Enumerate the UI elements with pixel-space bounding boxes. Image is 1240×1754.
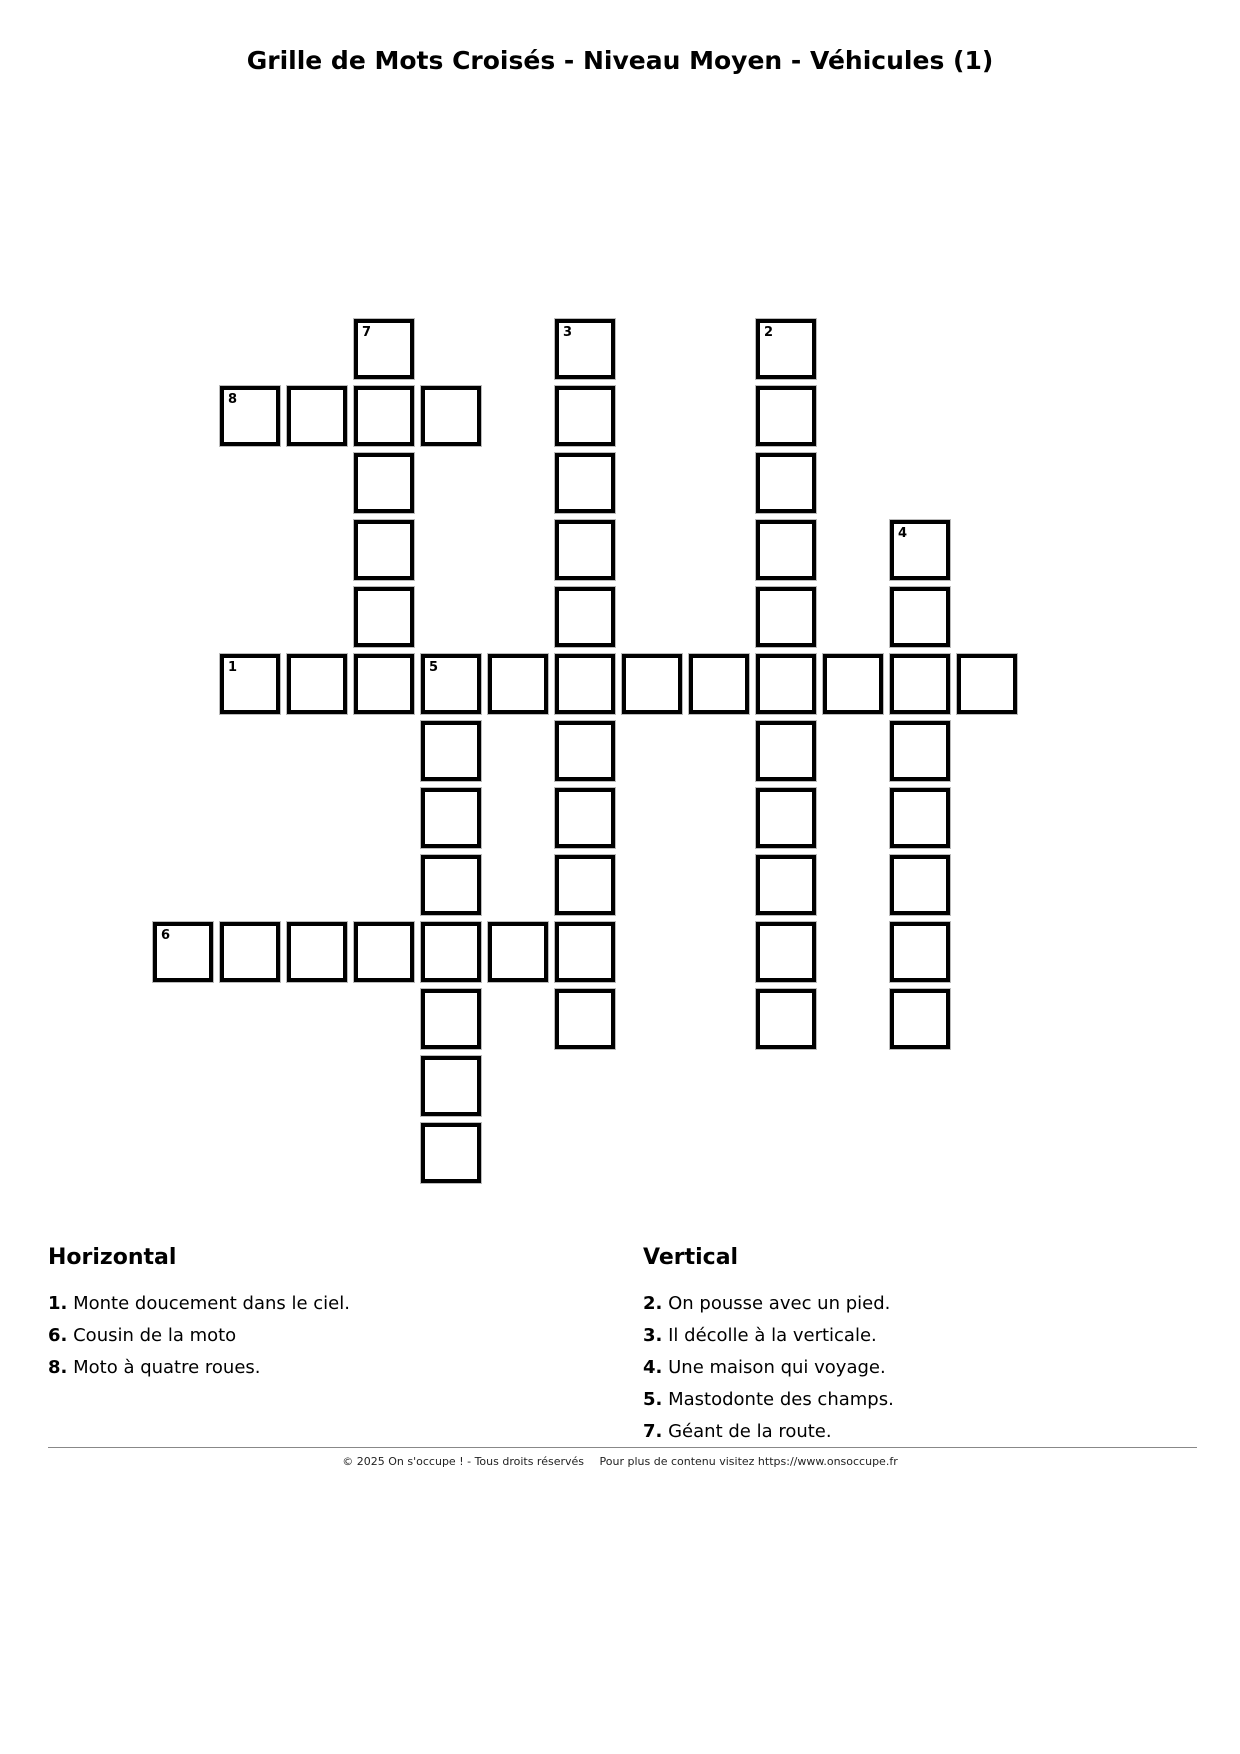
crossword-cell[interactable] — [756, 721, 816, 781]
crossword-cell[interactable] — [555, 855, 615, 915]
footer-copyright: © 2025 On s'occupe ! - Tous droits réservés — [342, 1455, 585, 1468]
crossword-cell[interactable] — [756, 453, 816, 513]
vertical-clues — [643, 1245, 894, 1448]
crossword-cell[interactable] — [555, 922, 615, 982]
crossword-cell[interactable] — [890, 587, 950, 647]
cell-number: 7 — [362, 325, 372, 340]
crossword-cell[interactable] — [421, 788, 481, 848]
crossword-cell[interactable] — [421, 922, 481, 982]
crossword-cell[interactable] — [957, 654, 1017, 714]
crossword-cell[interactable] — [756, 386, 816, 446]
crossword-cell[interactable] — [890, 654, 950, 714]
cell-number: 5 — [429, 660, 439, 675]
crossword-cell[interactable] — [354, 386, 414, 446]
crossword-cell[interactable] — [756, 922, 816, 982]
crossword-cell[interactable] — [220, 386, 280, 446]
crossword-cell[interactable] — [555, 654, 615, 714]
clue-vertical-3: 3. Il décolle à la verticale. — [643, 1325, 877, 1346]
crossword-cell[interactable] — [421, 654, 481, 714]
clue-vertical-7: 7. Géant de la route. — [643, 1421, 832, 1442]
crossword-cell[interactable] — [153, 922, 213, 982]
crossword-cell[interactable] — [354, 453, 414, 513]
cell-number: 4 — [898, 526, 908, 541]
crossword-cell[interactable] — [421, 989, 481, 1049]
crossword-cell[interactable] — [555, 453, 615, 513]
vertical-heading: Vertical — [643, 1245, 739, 1270]
crossword-cell[interactable] — [555, 587, 615, 647]
crossword-cell[interactable] — [756, 520, 816, 580]
clue-horizontal-8: 8. Moto à quatre roues. — [48, 1357, 261, 1378]
crossword-cell[interactable] — [890, 855, 950, 915]
page-title: Grille de Mots Croisés - Niveau Moyen - Véhicules (1) — [246, 46, 994, 75]
crossword-cell[interactable] — [555, 788, 615, 848]
crossword-cell[interactable] — [555, 319, 615, 379]
crossword-cell[interactable] — [354, 922, 414, 982]
crossword-cell[interactable] — [622, 654, 682, 714]
crossword-cell[interactable] — [890, 788, 950, 848]
crossword-cell[interactable] — [890, 922, 950, 982]
clue-horizontal-1: 1. Monte doucement dans le ciel. — [48, 1293, 350, 1314]
footer-visit: Pour plus de contenu visitez https://www.onsoccupe.fr — [599, 1455, 898, 1468]
cell-number: 8 — [228, 392, 238, 407]
crossword-cell[interactable] — [287, 654, 347, 714]
crossword-cell[interactable] — [756, 319, 816, 379]
crossword-cell[interactable] — [354, 520, 414, 580]
crossword-cell[interactable] — [756, 587, 816, 647]
crossword-cell[interactable] — [689, 654, 749, 714]
crossword-cell[interactable] — [756, 654, 816, 714]
crossword-cell[interactable] — [421, 721, 481, 781]
crossword-cell[interactable] — [555, 989, 615, 1049]
crossword-cell[interactable] — [823, 654, 883, 714]
cell-number: 6 — [161, 928, 171, 943]
crossword-cell[interactable] — [488, 654, 548, 714]
cell-number: 2 — [764, 325, 774, 340]
crossword-cell[interactable] — [220, 654, 280, 714]
crossword-cell[interactable] — [756, 989, 816, 1049]
crossword-cell[interactable] — [354, 319, 414, 379]
crossword-cell[interactable] — [488, 922, 548, 982]
horizontal-clues — [48, 1245, 350, 1384]
crossword-cell[interactable] — [890, 520, 950, 580]
clue-horizontal-6: 6. Cousin de la moto — [48, 1325, 237, 1346]
crossword-cell[interactable] — [220, 922, 280, 982]
crossword-cell[interactable] — [421, 1056, 481, 1116]
crossword-cell[interactable] — [555, 520, 615, 580]
crossword-cell[interactable] — [354, 587, 414, 647]
footer — [0, 1455, 1240, 1468]
crossword-cell[interactable] — [756, 855, 816, 915]
footer-divider — [48, 1447, 1197, 1448]
cell-number: 3 — [563, 325, 573, 340]
cell-number: 1 — [228, 660, 238, 675]
crossword-cell[interactable] — [555, 386, 615, 446]
clue-vertical-5: 5. Mastodonte des champs. — [643, 1389, 894, 1410]
crossword-cell[interactable] — [287, 922, 347, 982]
crossword-cell[interactable] — [890, 721, 950, 781]
crossword-cell[interactable] — [890, 989, 950, 1049]
crossword-cell[interactable] — [354, 654, 414, 714]
clue-vertical-2: 2. On pousse avec un pied. — [643, 1293, 891, 1314]
crossword-cell[interactable] — [756, 788, 816, 848]
crossword-cell[interactable] — [421, 855, 481, 915]
crossword-cell[interactable] — [555, 721, 615, 781]
crossword-cell[interactable] — [421, 386, 481, 446]
crossword-cell[interactable] — [421, 1123, 481, 1183]
clue-vertical-4: 4. Une maison qui voyage. — [643, 1357, 886, 1378]
crossword-cell[interactable] — [287, 386, 347, 446]
horizontal-heading: Horizontal — [48, 1245, 177, 1270]
